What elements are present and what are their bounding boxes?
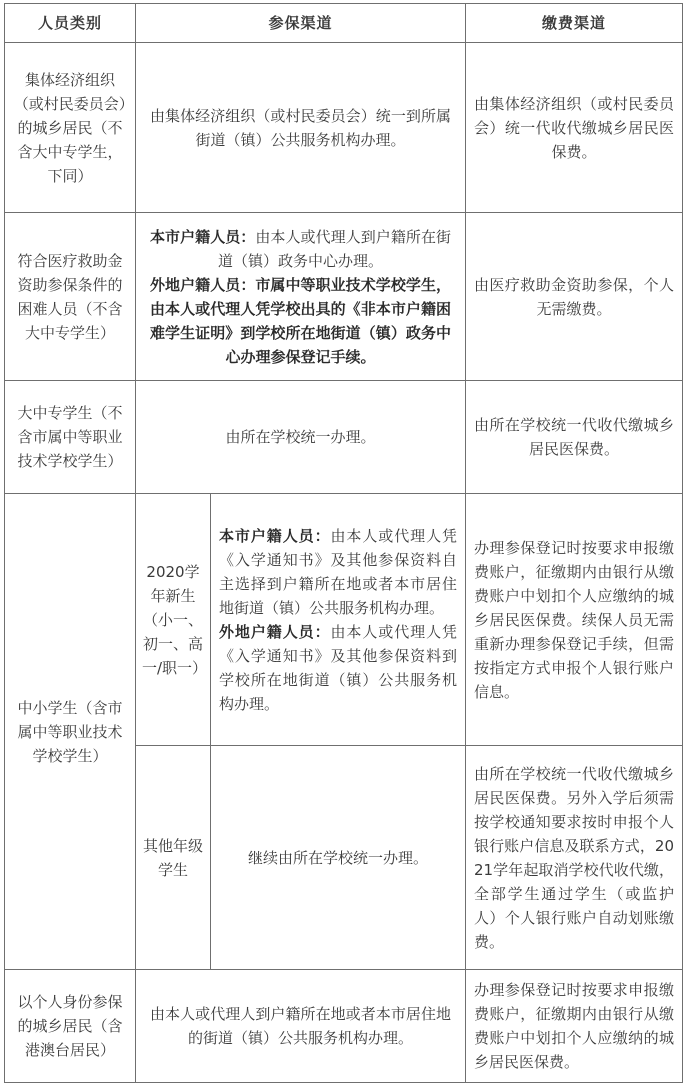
- new-nonlocal-label: 外地户籍人员：: [219, 622, 331, 641]
- row-individual: [5, 970, 683, 1083]
- cell-other-students-label: 其他年级学生: [136, 746, 211, 970]
- header-enroll: 参保渠道: [136, 4, 466, 43]
- cell-payment-collective: 由集体经济组织（或村民委员会）统一代收代缴城乡居民医保费。: [466, 43, 683, 213]
- row-students-new: [5, 494, 683, 746]
- new-local-text: 由本人或代理人凭《入学通知书》及其他参保资料自主选择到户籍所在地或者本市居住地街道（镇）公共服务机构办理。: [219, 526, 458, 617]
- cell-category-students: 中小学生（含市属中等职业技术学校学生）: [5, 494, 136, 970]
- insurance-channels-table: [4, 3, 683, 1083]
- header-payment: 缴费渠道: [466, 4, 683, 43]
- row-aid: [5, 213, 683, 381]
- cell-payment-individual: 办理参保登记时按要求申报缴费账户，征缴期内由银行从缴费账户中划扣个人应缴纳的城乡居民医保费。: [466, 970, 683, 1083]
- cell-payment-new-students: 办理参保登记时按要求申报缴费账户，征缴期内由银行从缴费账户中划扣个人应缴纳的城乡居民医保费。续保人员无需重新办理参保登记手续，但需按指定方式申报个人银行账户信息。: [466, 494, 683, 746]
- header-category: 人员类别: [5, 4, 136, 43]
- header-row: [5, 4, 683, 43]
- nonlocal-residents-text: 外地户籍人员：市属中等职业技术学校学生，由本人或代理人凭学校出具的《非本市户籍困难学生证明》到学校所在地街道（镇）政务中心办理参保登记手续。: [150, 275, 452, 366]
- row-college: [5, 381, 683, 494]
- local-residents-text: 由本人或代理人到户籍所在街道（镇）政务中心办理。: [218, 227, 451, 270]
- cell-new-students-label: 2020学年新生（小一、初一、高一/职一）: [136, 494, 211, 746]
- new-nonlocal-text: 由本人或代理人凭《入学通知书》及其他参保资料到学校所在地街道（镇）公共服务机构办理。: [219, 622, 458, 713]
- cell-category-individual: 以个人身份参保的城乡居民（含港澳台居民）: [5, 970, 136, 1083]
- cell-payment-other-students: 由所在学校统一代收代缴城乡居民医保费。另外入学后须需按学校通知要求按时申报个人银行账户信息及联系方式，2021学年起取消学校代收代缴，全部学生通过学生（或监护人）个人银行账户自动划账缴费。: [466, 746, 683, 970]
- local-residents-label: 本市户籍人员：: [150, 227, 256, 246]
- cell-category-collective: 集体经济组织（或村民委员会）的城乡居民（不含大中专学生，下同）: [5, 43, 136, 213]
- row-collective: [5, 43, 683, 213]
- cell-enroll-collective: 由集体经济组织（或村民委员会）统一到所属街道（镇）公共服务机构办理。: [136, 43, 466, 213]
- cell-category-aid: 符合医疗救助金资助参保条件的困难人员（不含大中专学生）: [5, 213, 136, 381]
- cell-payment-aid: 由医疗救助金资助参保，个人无需缴费。: [466, 213, 683, 381]
- cell-enroll-college: 由所在学校统一办理。: [136, 381, 466, 494]
- cell-enroll-other-students: 继续由所在学校统一办理。: [211, 746, 466, 970]
- new-local-label: 本市户籍人员：: [219, 526, 331, 545]
- cell-enroll-aid: [136, 213, 466, 381]
- cell-category-college: 大中专学生（不含市属中等职业技术学校学生）: [5, 381, 136, 494]
- cell-enroll-new-students: [211, 494, 466, 746]
- cell-enroll-individual: 由本人或代理人到户籍所在地或者本市居住地的街道（镇）公共服务机构办理。: [136, 970, 466, 1083]
- cell-payment-college: 由所在学校统一代收代缴城乡居民医保费。: [466, 381, 683, 494]
